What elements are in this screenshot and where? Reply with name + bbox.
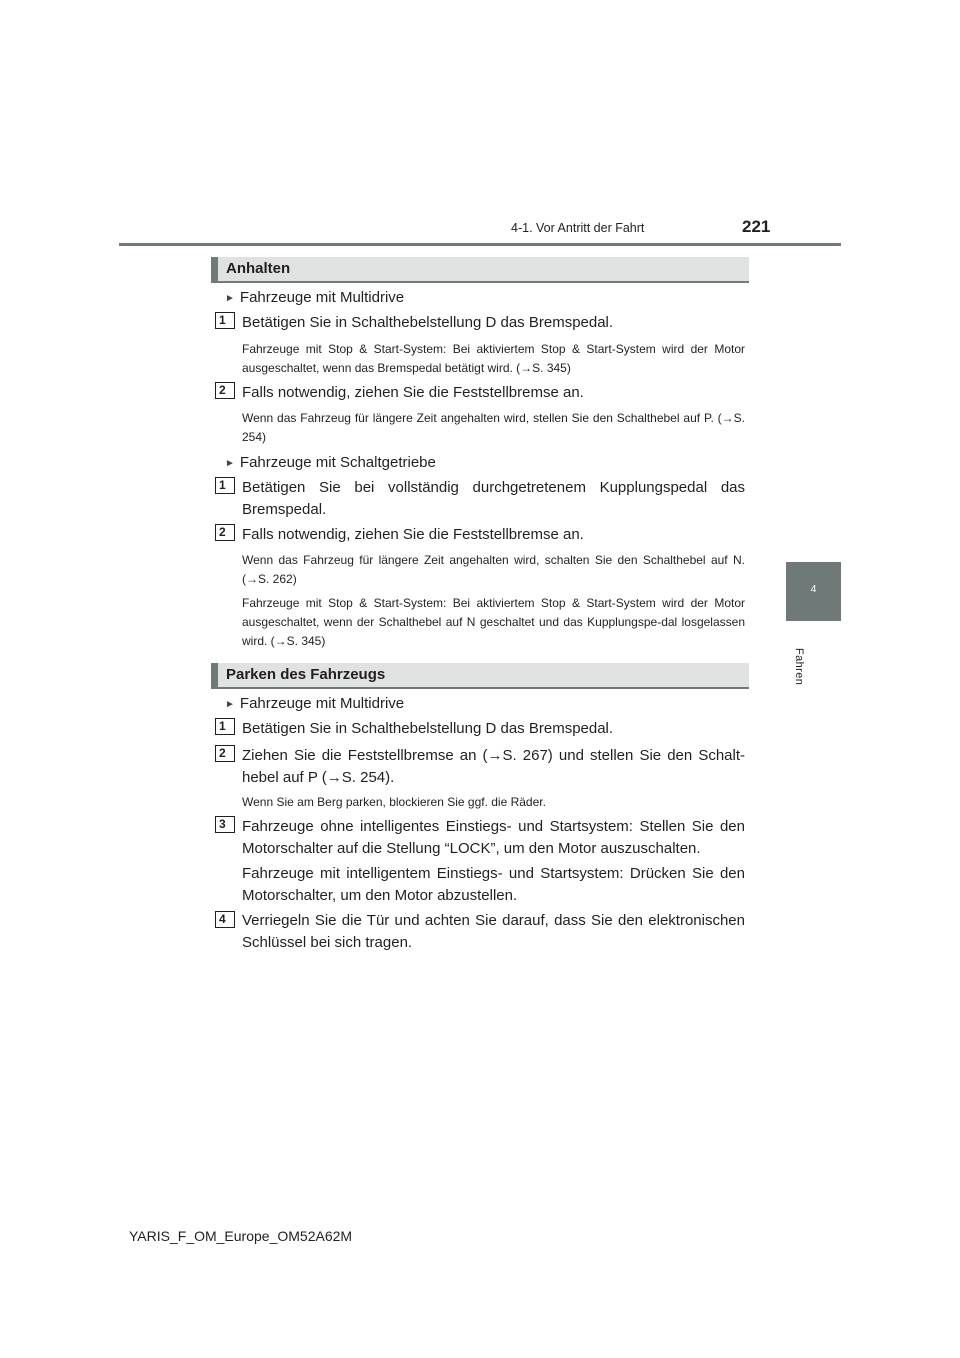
header-section-title: 4-1. Vor Antritt der Fahrt [511,221,645,235]
triangle-bullet-icon: ► [225,458,235,469]
section-title: Parken des Fahrzeugs [226,666,386,683]
section-title: Anhalten [226,260,291,277]
step-number-badge: 4 [215,911,235,928]
step-text: Betätigen Sie in Schalthebelstellung D das Bremspedal. [242,720,614,737]
subheading-label: Fahrzeuge mit Schaltgetriebe [239,454,436,471]
step-note: Fahrzeuge mit Stop & Start-System: Bei aktiviertem Stop & Start-System wird der Motor ausgeschaltet, wenn das Bremspedal betätigt wird. (→S. 345) [242,342,745,375]
subheading-label: Fahrzeuge mit Multidrive [239,695,405,712]
step-text: Falls notwendig, ziehen Sie die Feststellbremse an. [242,384,584,401]
section-heading-anhalten [211,257,749,283]
step-note: Wenn das Fahrzeug für längere Zeit angehalten wird, stellen Sie den Schalthebel auf P. (→S. 254) [242,411,745,444]
step-text: Ziehen Sie die Feststellbremse an (→S. 267) und stellen Sie den Schalt-hebel auf P (→S. 254). [242,747,745,786]
step-number-badge: 2 [215,745,235,762]
step-text: Fahrzeuge ohne intelligentes Einstiegs- und Startsystem: Stellen Sie den Motorschalter auf die Stellung “LOCK”, um den Motor auszuschalten. [242,818,745,857]
subheading-label: Fahrzeuge mit Multidrive [239,289,405,306]
step-number-badge: 2 [215,382,235,399]
step-text: Falls notwendig, ziehen Sie die Feststellbremse an. [242,526,584,543]
triangle-bullet-icon: ► [225,293,235,304]
step-text: Betätigen Sie bei vollständig durchgetretenem Kupplungspedal das Bremspedal. [242,479,745,518]
chapter-label: Fahren [793,648,805,686]
step-note: Wenn Sie am Berg parken, blockieren Sie ggf. die Räder. [242,795,546,809]
document-footer-code: YARIS_F_OM_Europe_OM52A62M [129,1228,353,1244]
step-number-badge: 2 [215,524,235,541]
step-number-badge: 1 [215,718,235,735]
subheading-multidrive [225,287,404,311]
step-number-badge: 3 [215,816,235,833]
header-rule [119,243,841,246]
step-text-continued: Fahrzeuge mit intelligentem Einstiegs- und Startsystem: Drücken Sie den Motorschalter, um den Motor abzustellen. [242,865,745,904]
subheading-multidrive [225,693,404,717]
subheading-schaltgetriebe [225,452,436,476]
chapter-tab [786,562,841,621]
step-number-badge: 1 [215,477,235,494]
step-text: Verriegeln Sie die Tür und achten Sie darauf, dass Sie den elektronischen Schlüssel bei sich tragen. [242,912,745,951]
step-note: Fahrzeuge mit Stop & Start-System: Bei aktiviertem Stop & Start-System wird der Motor ausgeschaltet, wenn der Schalthebel auf N geschaltet und das Kupplungspe-dal losgelassen wird. (→S. 345) [242,596,745,648]
step-note: Wenn das Fahrzeug für längere Zeit angehalten wird, schalten Sie den Schalthebel auf N. (→S. 262) [242,553,745,586]
step-number-badge: 1 [215,312,235,329]
triangle-bullet-icon: ► [225,699,235,710]
chapter-number: 4 [810,583,817,595]
step-text: Betätigen Sie in Schalthebelstellung D das Bremspedal. [242,314,614,331]
page-number: 221 [742,217,771,236]
section-heading-parken [211,663,749,689]
